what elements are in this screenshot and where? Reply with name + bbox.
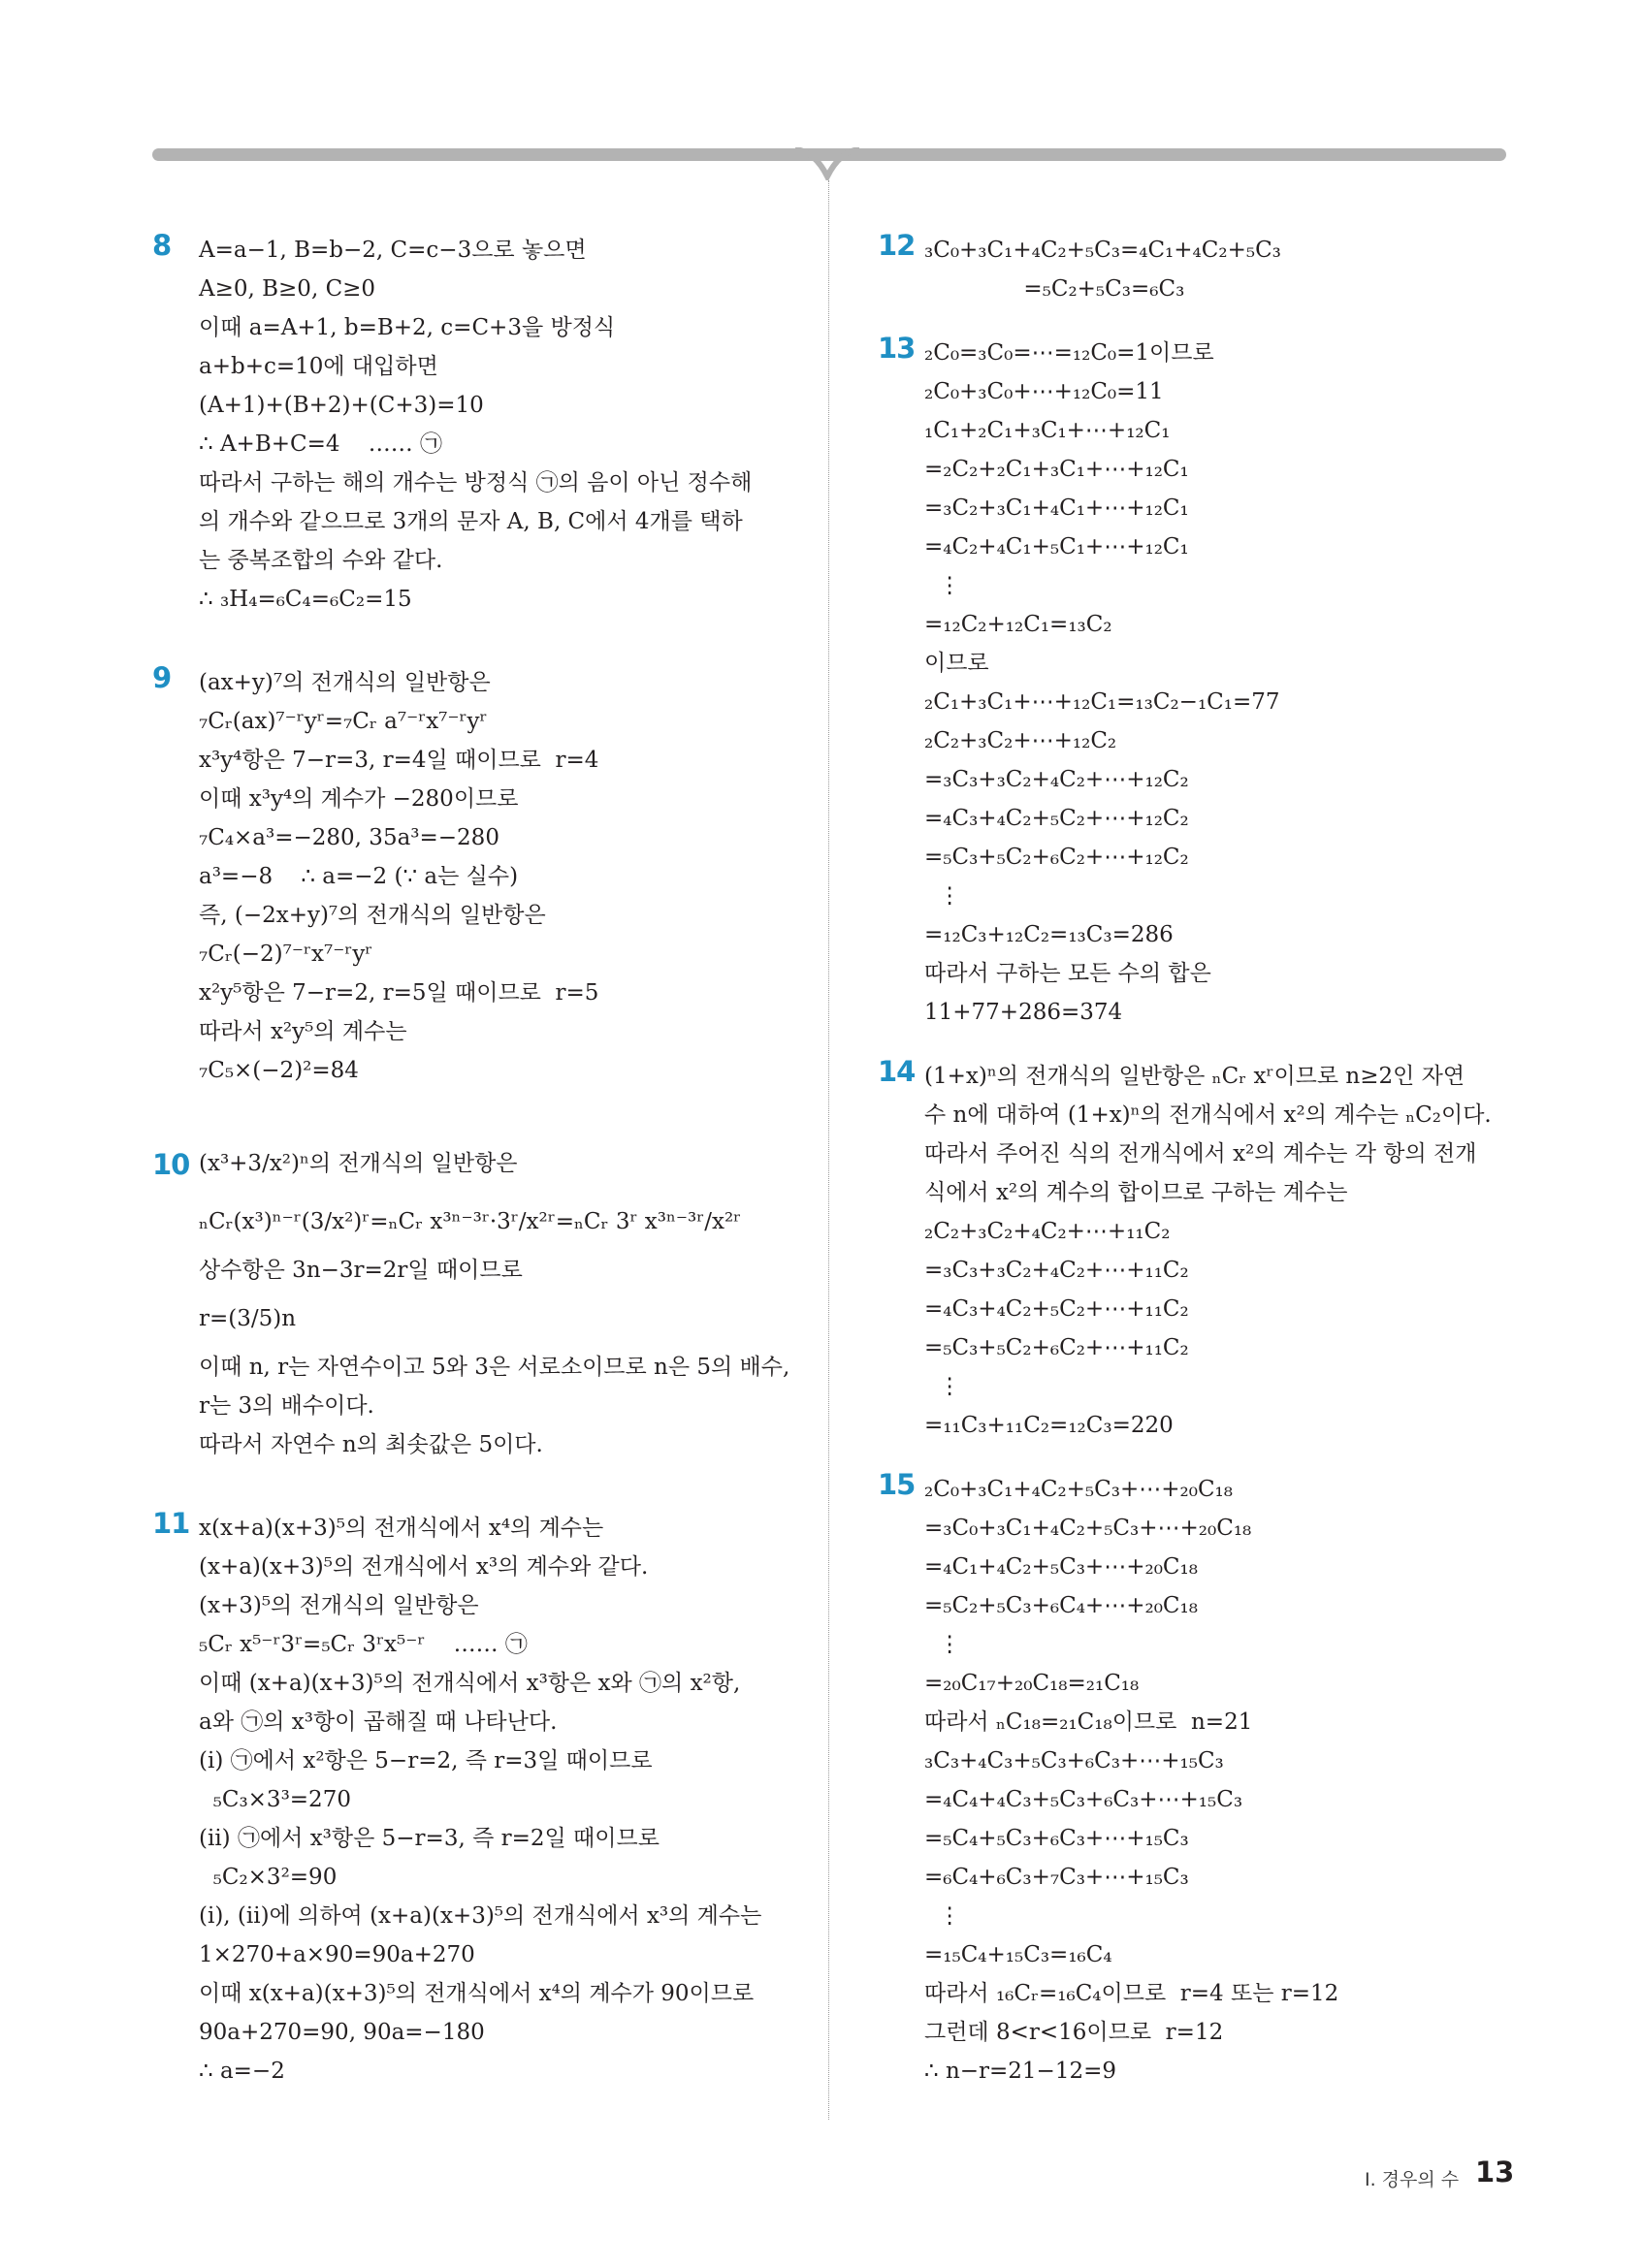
problem-number: 14 — [878, 1055, 916, 1088]
solution-line: (ⅱ) ㉠에서 x³항은 5−r=3, 즉 r=2일 때이므로 — [199, 1826, 660, 1851]
solution-line: ⋮ — [924, 1374, 961, 1399]
solution-line: (x+a)(x+3)⁵의 전개식에서 x³의 계수와 같다. — [199, 1554, 649, 1580]
solution-line: ₃C₃+₄C₃+₅C₃+₆C₃+⋯+₁₅C₃ — [924, 1748, 1224, 1773]
solution-line: (1+x)ⁿ의 전개식의 일반항은 ₙCᵣ xʳ이므로 n≥2인 자연 — [924, 1064, 1465, 1089]
problem-number: 13 — [878, 332, 916, 365]
problem-number: 12 — [878, 229, 916, 262]
solution-line: ₂C₀+₃C₁+₄C₂+₅C₃+⋯+₂₀C₁₈ — [924, 1477, 1233, 1502]
solution-line: ₂C₂+₃C₂+⋯+₁₂C₂ — [924, 728, 1117, 753]
solution-line: (ⅰ), (ⅱ)에 의하여 (x+a)(x+3)⁵의 전개식에서 x³의 계수는 — [199, 1903, 762, 1929]
solution-line: 90a+270=90, 90a=−180 — [199, 2020, 485, 2045]
problem-number: 15 — [878, 1468, 916, 1501]
solution-line: 수 n에 대하여 (1+x)ⁿ의 전개식에서 x²의 계수는 ₙC₂이다. — [924, 1102, 1492, 1128]
solution-line: ⋮ — [924, 1632, 961, 1657]
solution-line: 그런데 8<r<16이므로 r=12 — [924, 2020, 1224, 2045]
solution-line: 이므로 — [924, 651, 989, 676]
page-number: 13 — [1475, 2156, 1515, 2188]
solution-line: ⋮ — [924, 1903, 961, 1929]
problem-number: 10 — [152, 1148, 190, 1181]
solution-line: 는 중복조합의 수와 같다. — [199, 548, 443, 573]
column-divider — [828, 180, 829, 2120]
section-label: I. 경우의 수 — [1365, 2169, 1460, 2190]
solution-line: a+b+c=10에 대입하면 — [199, 354, 438, 379]
solution-line: =₄C₁+₄C₂+₅C₃+⋯+₂₀C₁₈ — [924, 1554, 1198, 1580]
solution-line: =₃C₂+₃C₁+₄C₁+⋯+₁₂C₁ — [924, 495, 1189, 521]
solution-line: =₅C₂+₅C₃+₆C₄+⋯+₂₀C₁₈ — [924, 1593, 1198, 1618]
solution-line: (x+3)⁵의 전개식의 일반항은 — [199, 1593, 479, 1618]
problem-12 — [878, 231, 1508, 308]
solution-line: 따라서 구하는 해의 개수는 방정식 ㉠의 음이 아닌 정수해 — [199, 470, 753, 495]
solution-line: ₇Cᵣ(−2)⁷⁻ʳx⁷⁻ʳyʳ — [199, 942, 373, 967]
solution-line: =₄C₃+₄C₂+₅C₂+⋯+₁₁C₂ — [924, 1296, 1189, 1322]
solution-line: =₅C₃+₅C₂+₆C₂+⋯+₁₂C₂ — [924, 845, 1189, 870]
solution-line: ₇C₅×(−2)²=84 — [199, 1058, 359, 1083]
solution-line: ₂C₀=₃C₀=⋯=₁₂C₀=1이므로 — [924, 340, 1214, 366]
left-column — [152, 231, 792, 2091]
solution-line: =₅C₃+₅C₂+₆C₂+⋯+₁₁C₂ — [924, 1335, 1189, 1360]
solution-line: ₁C₁+₂C₁+₃C₁+⋯+₁₂C₁ — [924, 418, 1171, 443]
solution-line: 따라서 구하는 모든 수의 합은 — [924, 961, 1211, 986]
solution-line: ∴ a=−2 — [199, 2059, 285, 2084]
solution-line: ₅C₂×3²=90 — [199, 1865, 338, 1890]
solution-line: ₂C₁+₃C₁+⋯+₁₂C₁=₁₃C₂−₁C₁=77 — [924, 689, 1280, 715]
problem-14 — [878, 1057, 1508, 1445]
solution-line: 식에서 x²의 계수의 합이므로 구하는 계수는 — [924, 1180, 1348, 1205]
solution-line: ∴ n−r=21−12=9 — [924, 2059, 1117, 2084]
header-rule-notch — [795, 147, 859, 180]
solution-line: r=(3/5)n — [199, 1306, 297, 1331]
solution-line: ⋮ — [924, 573, 961, 598]
solution-line: =₃C₃+₃C₂+₄C₂+⋯+₁₂C₂ — [924, 767, 1189, 792]
solution-line: 따라서 주어진 식의 전개식에서 x²의 계수는 각 항의 전개 — [924, 1141, 1477, 1166]
problem-number: 9 — [152, 661, 172, 694]
problem-10 — [152, 1134, 792, 1464]
solution-line: =₁₅C₄+₁₅C₃=₁₆C₄ — [924, 1942, 1112, 1967]
solution-line: ₇Cᵣ(ax)⁷⁻ʳyʳ=₇Cᵣ a⁷⁻ʳx⁷⁻ʳyʳ — [199, 709, 488, 734]
solution-line: 따라서 x²y⁵의 계수는 — [199, 1019, 407, 1044]
solution-line: ₅C₃×3³=270 — [199, 1787, 351, 1812]
solution-line: =₆C₄+₆C₃+₇C₃+⋯+₁₅C₃ — [924, 1865, 1189, 1890]
solution-line: 따라서 ₁₆Cᵣ=₁₆C₄이므로 r=4 또는 r=12 — [924, 1981, 1339, 2006]
solution-line: (ⅰ) ㉠에서 x²항은 5−r=2, 즉 r=3일 때이므로 — [199, 1748, 653, 1773]
solution-line: 이때 a=A+1, b=B+2, c=C+3을 방정식 — [199, 315, 616, 340]
solution-line: 따라서 자연수 n의 최솟값은 5이다. — [199, 1432, 543, 1457]
solution-line: 따라서 ₙC₁₈=₂₁C₁₈이므로 n=21 — [924, 1709, 1253, 1735]
solution-line: 상수항은 3n−3r=2r일 때이므로 — [199, 1258, 523, 1283]
solution-line: ₃C₀+₃C₁+₄C₂+₅C₃=₄C₁+₄C₂+₅C₃ — [924, 238, 1281, 263]
solution-line: 11+77+286=374 — [924, 1000, 1123, 1025]
problem-number: 11 — [152, 1507, 190, 1540]
solution-line: A≥0, B≥0, C≥0 — [199, 276, 376, 302]
solution-line: =₄C₄+₄C₃+₅C₃+₆C₃+⋯+₁₅C₃ — [924, 1787, 1243, 1812]
solution-line: =₁₁C₃+₁₁C₂=₁₂C₃=220 — [924, 1413, 1174, 1438]
problem-15 — [878, 1470, 1508, 2091]
solution-line: 이때 (x+a)(x+3)⁵의 전개식에서 x³항은 x와 ㉠의 x²항, — [199, 1671, 741, 1696]
solution-line: =₄C₃+₄C₂+₅C₂+⋯+₁₂C₂ — [924, 806, 1189, 831]
solution-line: x³y⁴항은 7−r=3, r=4일 때이므로 r=4 — [199, 748, 599, 773]
solution-line: (ax+y)⁷의 전개식의 일반항은 — [199, 670, 491, 695]
solution-line: x(x+a)(x+3)⁵의 전개식에서 x⁴의 계수는 — [199, 1516, 604, 1541]
solution-line: 1×270+a×90=90a+270 — [199, 1942, 475, 1967]
solution-line: =₃C₃+₃C₂+₄C₂+⋯+₁₁C₂ — [924, 1258, 1189, 1283]
solution-line: 이때 n, r는 자연수이고 5와 3은 서로소이므로 n은 5의 배수, — [199, 1355, 790, 1380]
solution-line: (x³+3/x²)ⁿ의 전개식의 일반항은 — [199, 1151, 518, 1176]
problem-13 — [878, 334, 1508, 1032]
solution-line: ₇C₄×a³=−280, 35a³=−280 — [199, 825, 499, 850]
solution-line: (A+1)+(B+2)+(C+3)=10 — [199, 393, 484, 418]
solution-line: A=a−1, B=b−2, C=c−3으로 놓으면 — [199, 238, 587, 263]
solution-line: ₂C₀+₃C₀+⋯+₁₂C₀=11 — [924, 379, 1164, 404]
solution-line: ₂C₂+₃C₂+₄C₂+⋯+₁₁C₂ — [924, 1219, 1171, 1244]
problem-8 — [152, 231, 792, 619]
solution-line: =₂₀C₁₇+₂₀C₁₈=₂₁C₁₈ — [924, 1671, 1140, 1696]
solution-line: a와 ㉠의 x³항이 곱해질 때 나타난다. — [199, 1709, 558, 1735]
solution-line: ∴ A+B+C=4 …… ㉠ — [199, 431, 443, 457]
solution-line: 의 개수와 같으므로 3개의 문자 A, B, C에서 4개를 택하 — [199, 509, 743, 534]
problem-9 — [152, 663, 792, 1090]
solution-line: 이때 x³y⁴의 계수가 −280이므로 — [199, 786, 519, 812]
solution-line: =₃C₀+₃C₁+₄C₂+₅C₃+⋯+₂₀C₁₈ — [924, 1516, 1252, 1541]
solution-line: =₅C₂+₅C₃=₆C₃ — [924, 276, 1185, 302]
solution-line: ∴ ₃H₄=₆C₄=₆C₂=15 — [199, 587, 412, 612]
problem-11 — [152, 1509, 792, 2091]
solution-line: ₙCᵣ(x³)ⁿ⁻ʳ(3/x²)ʳ=ₙCᵣ x³ⁿ⁻³ʳ·3ʳ/x²ʳ=ₙCᵣ 3ʳ x³ⁿ⁻³ʳ/x²ʳ — [199, 1209, 742, 1234]
solution-line: =₁₂C₃+₁₂C₂=₁₃C₃=286 — [924, 922, 1174, 947]
solution-line: 이때 x(x+a)(x+3)⁵의 전개식에서 x⁴의 계수가 90이므로 — [199, 1981, 755, 2006]
solution-line: 즉, (−2x+y)⁷의 전개식의 일반항은 — [199, 903, 546, 928]
solution-line: =₅C₄+₅C₃+₆C₃+⋯+₁₅C₃ — [924, 1826, 1189, 1851]
solution-line: ₅Cᵣ x⁵⁻ʳ3ʳ=₅Cᵣ 3ʳx⁵⁻ʳ …… ㉠ — [199, 1632, 528, 1657]
solution-line: =₄C₂+₄C₁+₅C₁+⋯+₁₂C₁ — [924, 534, 1189, 559]
solution-line: x²y⁵항은 7−r=2, r=5일 때이므로 r=5 — [199, 980, 599, 1006]
solution-line: =₁₂C₂+₁₂C₁=₁₃C₂ — [924, 612, 1112, 637]
problem-number: 8 — [152, 229, 172, 262]
solution-line: =₂C₂+₂C₁+₃C₁+⋯+₁₂C₁ — [924, 457, 1189, 482]
solution-line: ⋮ — [924, 883, 961, 909]
solution-line: a³=−8 ∴ a=−2 (∵ a는 실수) — [199, 864, 519, 889]
solution-line: r는 3의 배수이다. — [199, 1393, 374, 1419]
right-column — [878, 231, 1508, 2091]
